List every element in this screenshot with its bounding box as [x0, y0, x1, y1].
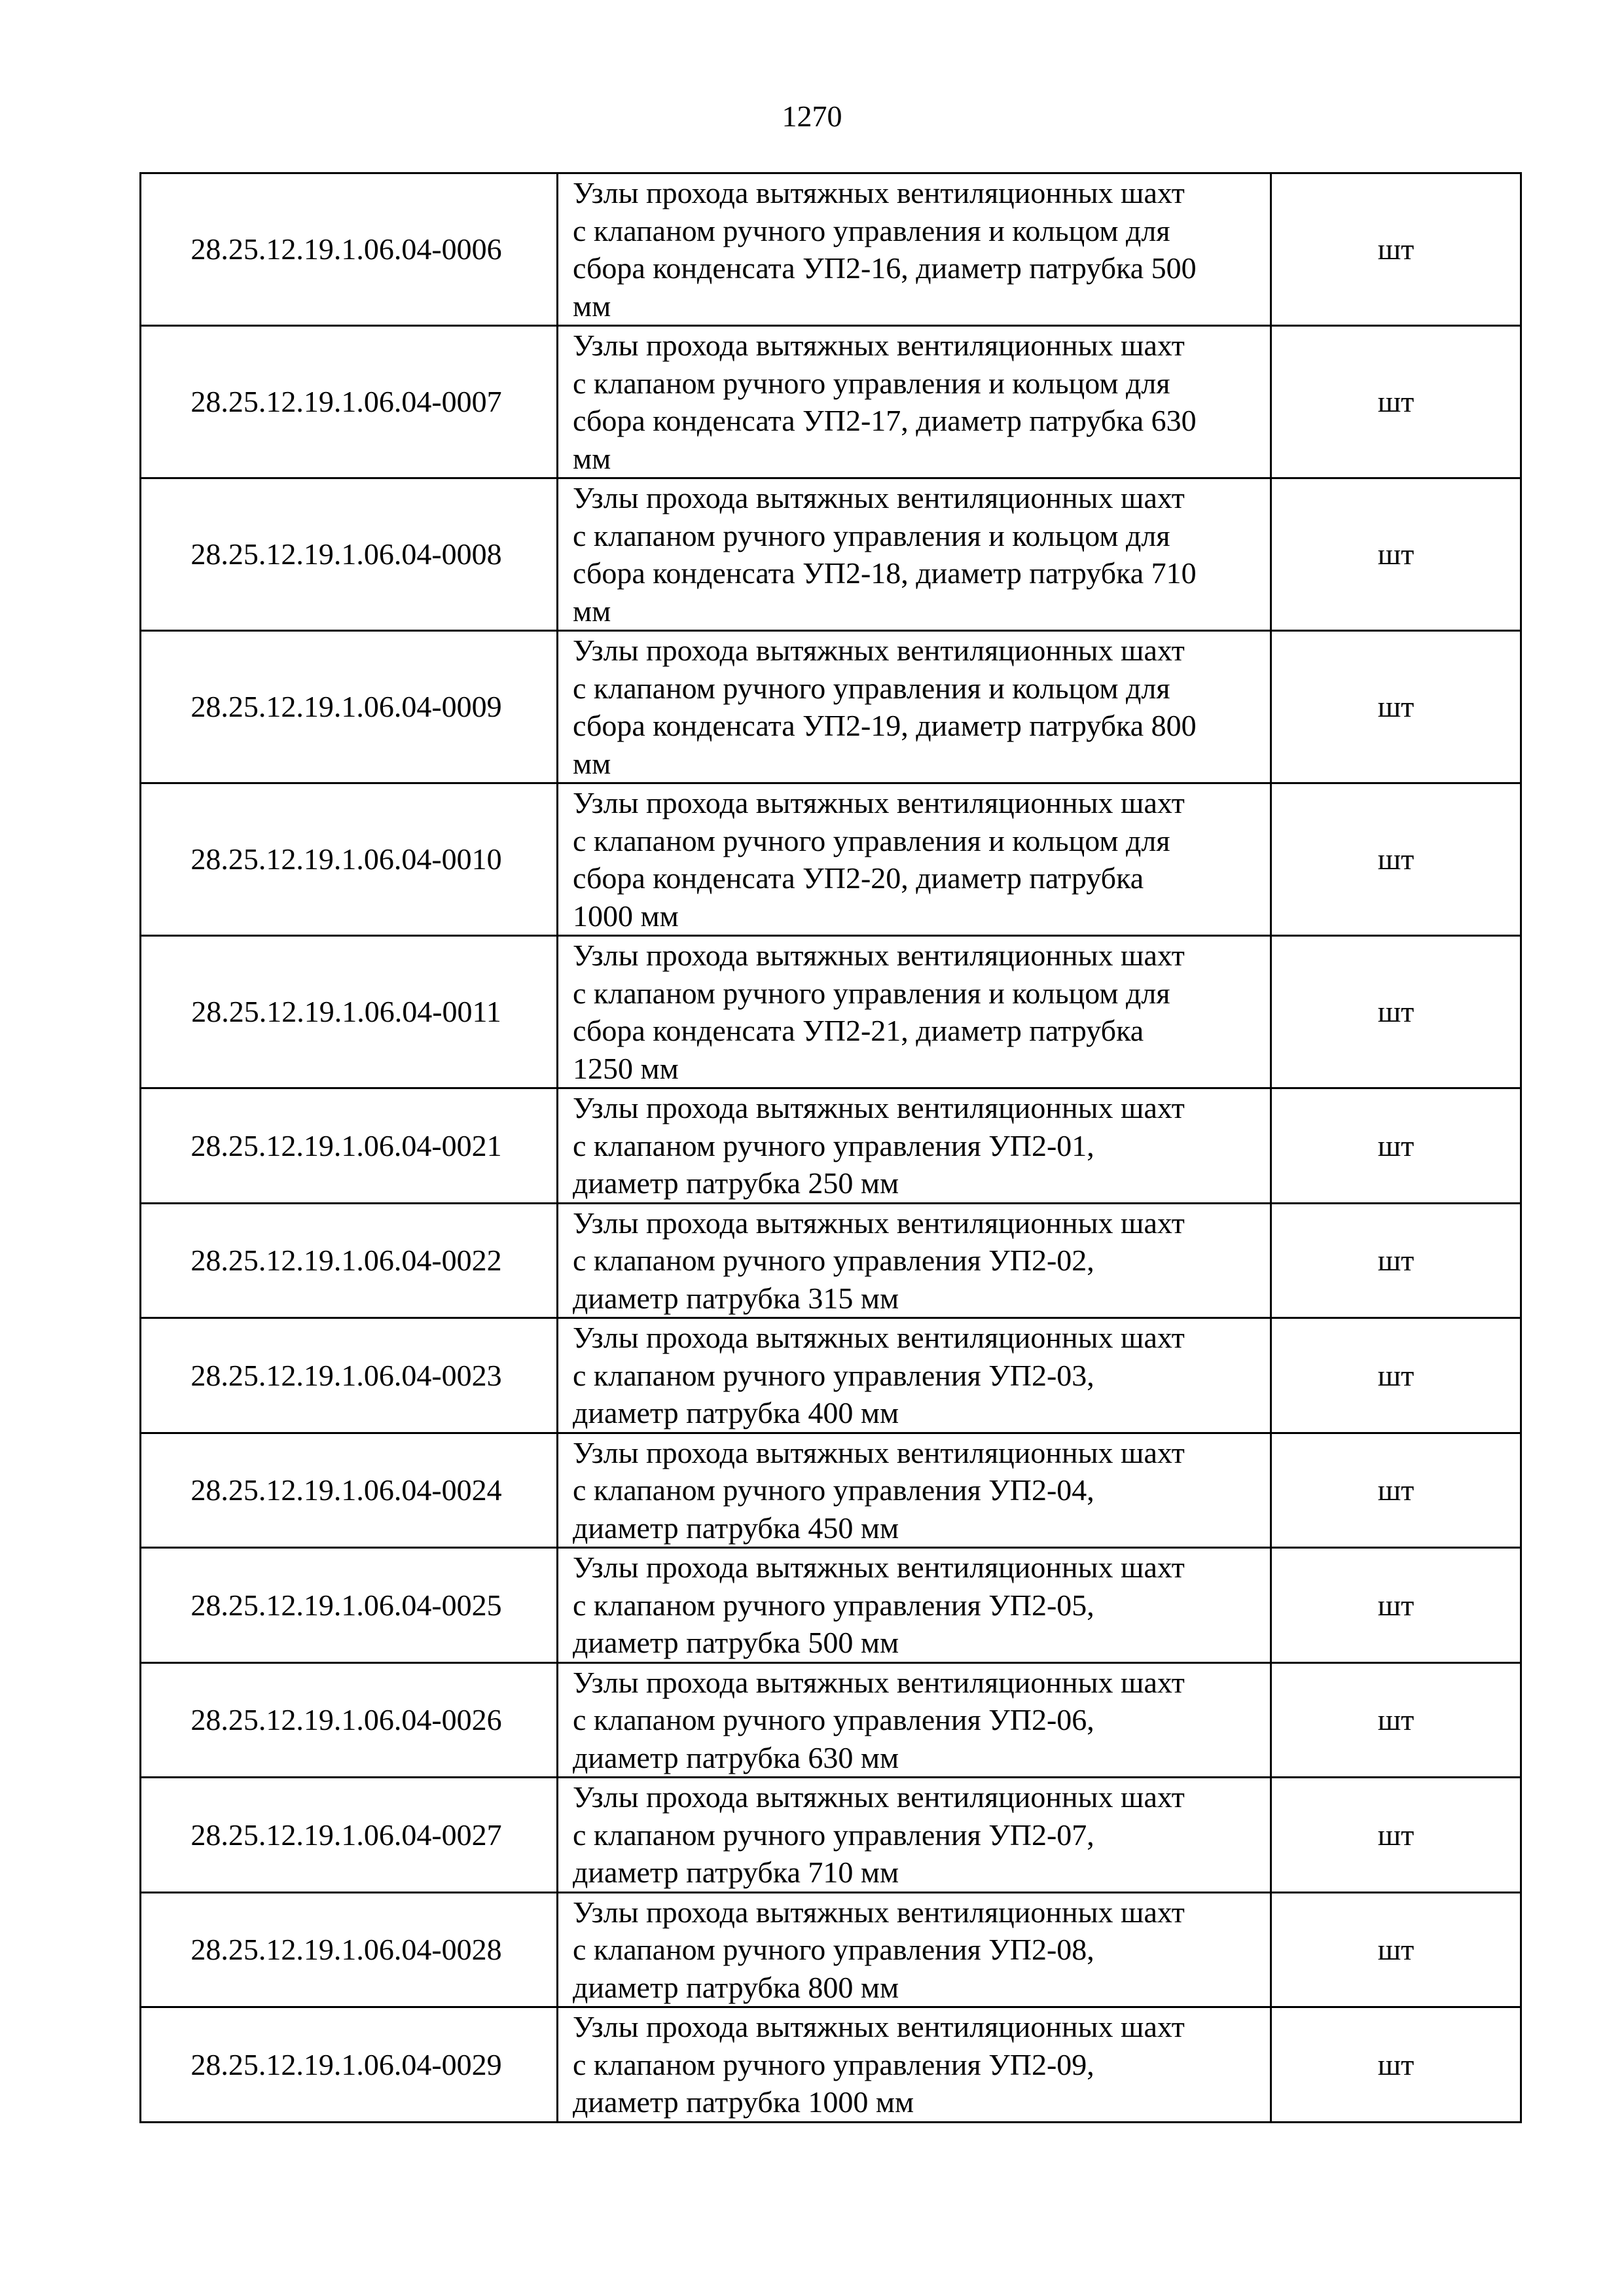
description-line: с клапаном ручного управления УП2-09, [573, 2047, 1094, 2081]
description-line: с клапаном ручного управления и кольцом для [573, 366, 1170, 400]
description-line: диаметр патрубка 630 мм [573, 1740, 899, 1774]
description-line: мм [573, 441, 611, 475]
description-line: сбора конденсата УП2-20, диаметр патрубка [573, 861, 1144, 895]
unit-cell: шт [1271, 326, 1521, 478]
description-line: с клапаном ручного управления и кольцом для [573, 976, 1170, 1010]
description-line: с клапаном ручного управления УП2-06, [573, 1703, 1094, 1736]
table-row [141, 1433, 1521, 1548]
table-row [141, 326, 1521, 478]
unit-cell: шт [1271, 1088, 1521, 1204]
unit-cell: шт [1271, 1318, 1521, 1433]
table-row [141, 2007, 1521, 2123]
unit-cell: шт [1271, 631, 1521, 783]
table-row [141, 936, 1521, 1088]
description-line: Узлы прохода вытяжных вентиляционных шахт [573, 1551, 1185, 1584]
item-description-cell [558, 936, 1271, 1088]
description-line: с клапаном ручного управления и кольцом для [573, 823, 1170, 857]
unit-cell: шт [1271, 478, 1521, 631]
description-line: диаметр патрубка 450 мм [573, 1511, 899, 1545]
table-row [141, 478, 1521, 631]
item-description-cell [558, 1088, 1271, 1204]
description-line: Узлы прохода вытяжных вентиляционных шахт [573, 786, 1185, 819]
description-line: Узлы прохода вытяжных вентиляционных шахт [573, 481, 1185, 514]
description-line: Узлы прохода вытяжных вентиляционных шахт [573, 1665, 1185, 1699]
description-line: с клапаном ручного управления УП2-08, [573, 1933, 1094, 1966]
description-line: Узлы прохода вытяжных вентиляционных шахт [573, 1435, 1185, 1469]
unit-cell: шт [1271, 1892, 1521, 2007]
item-code-cell: 28.25.12.19.1.06.04-0009 [141, 631, 558, 783]
description-line: Узлы прохода вытяжных вентиляционных шахт [573, 329, 1185, 362]
description-line: сбора конденсата УП2-21, диаметр патрубка [573, 1014, 1144, 1047]
description-line: диаметр патрубка 400 мм [573, 1396, 899, 1429]
item-code-cell: 28.25.12.19.1.06.04-0025 [141, 1548, 558, 1663]
table-row [141, 1203, 1521, 1318]
item-description-cell [558, 1662, 1271, 1778]
description-line: сбора конденсата УП2-19, диаметр патрубка 800 [573, 709, 1197, 742]
description-line: Узлы прохода вытяжных вентиляционных шахт [573, 1321, 1185, 1354]
description-line: с клапаном ручного управления УП2-02, [573, 1244, 1094, 1277]
description-line: мм [573, 746, 611, 780]
description-line: сбора конденсата УП2-17, диаметр патрубка 630 [573, 404, 1197, 437]
description-line: 1000 мм [573, 899, 679, 933]
unit-cell: шт [1271, 1203, 1521, 1318]
description-line: 1250 мм [573, 1051, 679, 1085]
description-line: с клапаном ручного управления и кольцом для [573, 518, 1170, 552]
unit-cell: шт [1271, 173, 1521, 326]
item-code-cell: 28.25.12.19.1.06.04-0021 [141, 1088, 558, 1204]
description-line: Узлы прохода вытяжных вентиляционных шахт [573, 1206, 1185, 1240]
item-code-cell: 28.25.12.19.1.06.04-0027 [141, 1778, 558, 1893]
item-code-cell: 28.25.12.19.1.06.04-0026 [141, 1662, 558, 1778]
item-code-cell: 28.25.12.19.1.06.04-0029 [141, 2007, 558, 2123]
description-line: с клапаном ручного управления и кольцом для [573, 671, 1170, 705]
item-description-cell [558, 631, 1271, 783]
description-line: Узлы прохода вытяжных вентиляционных шахт [573, 1895, 1185, 1929]
description-line: диаметр патрубка 800 мм [573, 1970, 899, 2004]
item-code-cell: 28.25.12.19.1.06.04-0024 [141, 1433, 558, 1548]
description-line: с клапаном ручного управления УП2-05, [573, 1588, 1094, 1622]
catalog-table [139, 172, 1522, 2123]
description-line: с клапаном ручного управления УП2-03, [573, 1358, 1094, 1392]
description-line: диаметр патрубка 250 мм [573, 1166, 899, 1200]
item-description-cell [558, 173, 1271, 326]
unit-cell: шт [1271, 1433, 1521, 1548]
item-description-cell [558, 478, 1271, 631]
unit-cell: шт [1271, 1662, 1521, 1778]
item-code-cell: 28.25.12.19.1.06.04-0007 [141, 326, 558, 478]
item-description-cell [558, 2007, 1271, 2123]
item-code-cell: 28.25.12.19.1.06.04-0010 [141, 783, 558, 936]
item-code-cell: 28.25.12.19.1.06.04-0023 [141, 1318, 558, 1433]
description-line: с клапаном ручного управления и кольцом для [573, 213, 1170, 247]
description-line: с клапаном ручного управления УП2-01, [573, 1128, 1094, 1162]
description-line: Узлы прохода вытяжных вентиляционных шахт [573, 176, 1185, 209]
description-line: диаметр патрубка 1000 мм [573, 2085, 914, 2119]
description-line: Узлы прохода вытяжных вентиляционных шахт [573, 1091, 1185, 1124]
description-line: Узлы прохода вытяжных вентиляционных шахт [573, 2010, 1185, 2043]
description-line: мм [573, 594, 611, 628]
table-row [141, 631, 1521, 783]
description-line: сбора конденсата УП2-18, диаметр патрубка 710 [573, 556, 1197, 590]
unit-cell: шт [1271, 2007, 1521, 2123]
unit-cell: шт [1271, 783, 1521, 936]
unit-cell: шт [1271, 1778, 1521, 1893]
item-description-cell [558, 1778, 1271, 1893]
description-line: диаметр патрубка 500 мм [573, 1626, 899, 1659]
item-description-cell [558, 1203, 1271, 1318]
page-number: 1270 [782, 99, 842, 133]
table-body [141, 173, 1521, 2123]
description-line: с клапаном ручного управления УП2-07, [573, 1818, 1094, 1852]
item-description-cell [558, 1433, 1271, 1548]
table-row [141, 783, 1521, 936]
item-description-cell [558, 1318, 1271, 1433]
item-description-cell [558, 1892, 1271, 2007]
table-row [141, 1548, 1521, 1663]
item-code-cell: 28.25.12.19.1.06.04-0022 [141, 1203, 558, 1318]
unit-cell: шт [1271, 936, 1521, 1088]
description-line: сбора конденсата УП2-16, диаметр патрубка 500 [573, 251, 1197, 285]
table-row [141, 1318, 1521, 1433]
item-code-cell: 28.25.12.19.1.06.04-0011 [141, 936, 558, 1088]
table-row [141, 1778, 1521, 1893]
description-line: Узлы прохода вытяжных вентиляционных шахт [573, 634, 1185, 667]
description-line: Узлы прохода вытяжных вентиляционных шахт [573, 1780, 1185, 1814]
description-line: Узлы прохода вытяжных вентиляционных шахт [573, 939, 1185, 972]
item-code-cell: 28.25.12.19.1.06.04-0028 [141, 1892, 558, 2007]
unit-cell: шт [1271, 1548, 1521, 1663]
description-line: мм [573, 289, 611, 323]
table-row [141, 1088, 1521, 1204]
table-row [141, 1662, 1521, 1778]
item-description-cell [558, 783, 1271, 936]
description-line: диаметр патрубка 710 мм [573, 1856, 899, 1889]
table-row [141, 1892, 1521, 2007]
item-description-cell [558, 1548, 1271, 1663]
table-row [141, 173, 1521, 326]
description-line: с клапаном ручного управления УП2-04, [573, 1473, 1094, 1507]
item-code-cell: 28.25.12.19.1.06.04-0008 [141, 478, 558, 631]
item-description-cell [558, 326, 1271, 478]
item-code-cell: 28.25.12.19.1.06.04-0006 [141, 173, 558, 326]
description-line: диаметр патрубка 315 мм [573, 1281, 899, 1315]
